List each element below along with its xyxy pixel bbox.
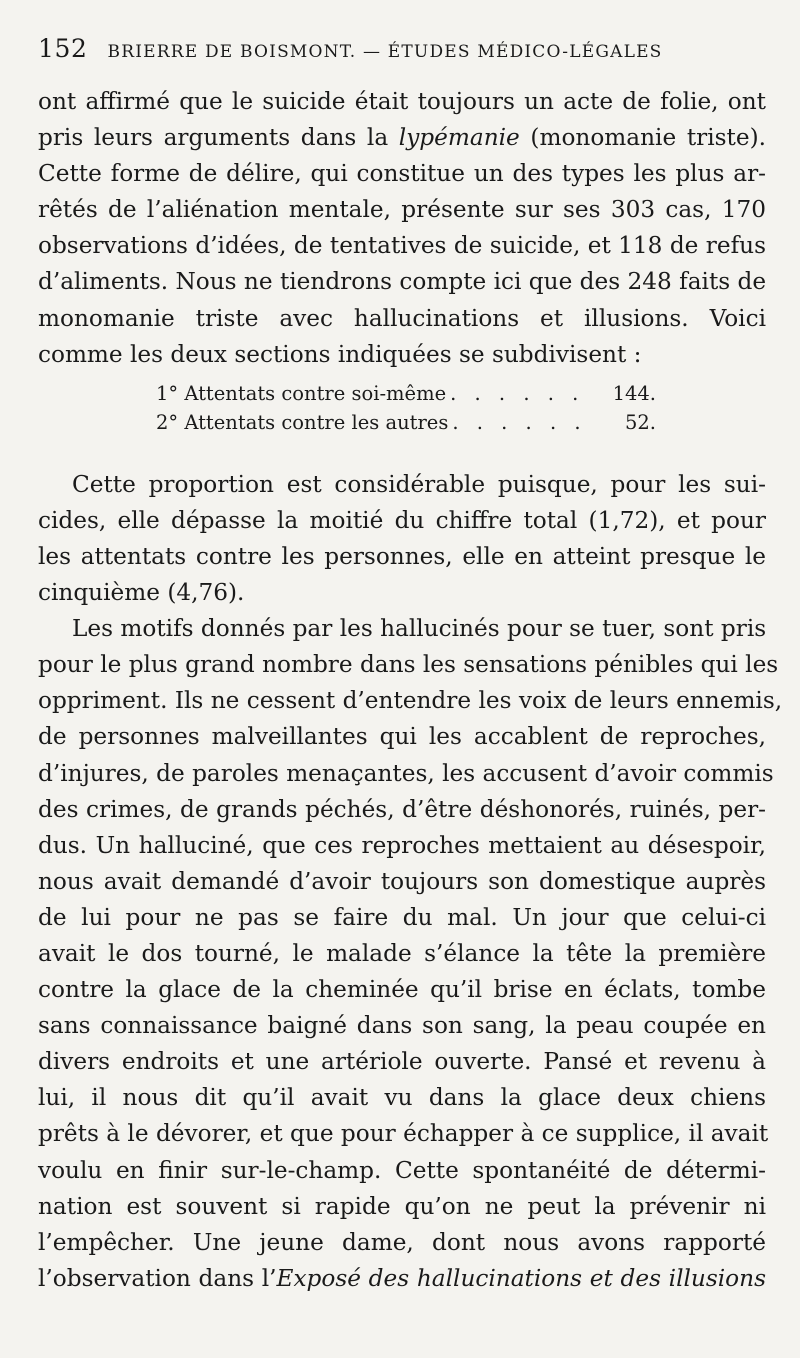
list-item-value: 52. <box>624 410 656 434</box>
running-head: BRIERRE DE BOISMONT. — ÉTUDES MÉDICO-LÉGALES <box>107 42 663 62</box>
text-span: (monomanie triste). <box>519 124 766 152</box>
italic-title: Exposé des hallucinations et des illusions <box>276 1264 766 1292</box>
leader-dots: . . . . . . <box>452 410 587 434</box>
text-line: nous avait demandé d’avoir toujours son domestique auprès <box>38 867 766 895</box>
text-line: prêts à le dévorer, et que pour échapper à ce supplice, il avait <box>38 1120 769 1148</box>
text-line: Cette proportion est considérable puisque, pour les sui- <box>72 470 766 498</box>
paragraph-3 <box>38 611 783 1297</box>
paragraph-1 <box>38 84 766 373</box>
paragraph-2 <box>38 467 766 611</box>
page-number: 152 <box>38 34 88 63</box>
text-line: de personnes malveillantes qui les accablent de reproches, <box>38 723 766 751</box>
text-line: ont affirmé que le suicide était toujours un acte de folie, ont <box>38 88 766 115</box>
text-line: divers endroits et une artériole ouverte. Pansé et revenu à <box>38 1048 766 1076</box>
text-line: cides, elle dépasse la moitié du chiffre total (1,72), et pour <box>38 506 766 534</box>
list-item-label: 1° Attentats contre soi-même <box>156 381 447 405</box>
text-line: lui, il nous dit qu’il avait vu dans la glace deux chiens <box>38 1084 766 1112</box>
italic-term: lypémanie <box>398 124 520 152</box>
text-line: de lui pour ne pas se faire du mal. Un jour que celui-ci <box>38 903 766 931</box>
statistics-list <box>38 379 766 437</box>
text-line: Cette forme de délire, qui constitue un des types les plus ar- <box>38 160 766 188</box>
list-item <box>156 379 656 408</box>
text-line: d’aliments. Nous ne tiendrons compte ici que des 248 faits de <box>38 268 767 296</box>
text-line: nation est souvent si rapide qu’on ne peut la prévenir ni <box>38 1192 766 1220</box>
page-header <box>38 34 766 84</box>
leader-dots: . . . . . . <box>450 381 585 405</box>
text-line: dus. Un halluciné, que ces reproches mettaient au désespoir, <box>38 831 766 859</box>
text-line: des crimes, de grands péchés, d’être déshonorés, ruinés, per- <box>38 795 766 823</box>
text-line: Les motifs donnés par les hallucinés pour se tuer, sont pris <box>72 615 767 643</box>
text-span: l’observation dans l’ <box>38 1264 277 1292</box>
list-item <box>156 408 656 437</box>
text-line: oppriment. Ils ne cessent d’entendre les voix de leurs ennemis, <box>38 687 783 715</box>
text-line <box>38 120 766 156</box>
text-line: pour le plus grand nombre dans les sensations pénibles qui les <box>38 651 779 679</box>
list-item-value: 144. <box>612 381 656 405</box>
text-line: voulu en finir sur-le-champ. Cette spontanéité de détermi- <box>38 1156 766 1184</box>
text-line: observations d’idées, de tentatives de suicide, et 118 de refus <box>38 232 766 260</box>
text-line: d’injures, de paroles menaçantes, les accusent d’avoir commis <box>38 759 774 787</box>
text-line: comme les deux sections indiquées se subdivisent : <box>38 340 642 368</box>
book-page <box>38 34 783 1297</box>
text-line: avait le dos tourné, le malade s’élance la tête la première <box>38 939 766 967</box>
text-line: cinquième (4,76). <box>38 579 245 607</box>
text-line: les attentats contre les personnes, elle en atteint presque le <box>38 542 766 570</box>
text-line: l’empêcher. Une jeune dame, dont nous avons rapporté <box>38 1228 766 1256</box>
text-line: sans connaissance baigné dans son sang, la peau coupée en <box>38 1012 766 1040</box>
text-line: rêtés de l’aliénation mentale, présente sur ses 303 cas, 170 <box>38 196 766 224</box>
text-line: monomanie triste avec hallucinations et illusions. Voici <box>38 304 766 332</box>
text-line <box>38 1261 766 1297</box>
text-span: pris leurs arguments dans la <box>38 124 399 152</box>
list-item-label: 2° Attentats contre les autres <box>156 410 449 434</box>
text-line: contre la glace de la cheminée qu’il brise en éclats, tombe <box>38 976 766 1004</box>
